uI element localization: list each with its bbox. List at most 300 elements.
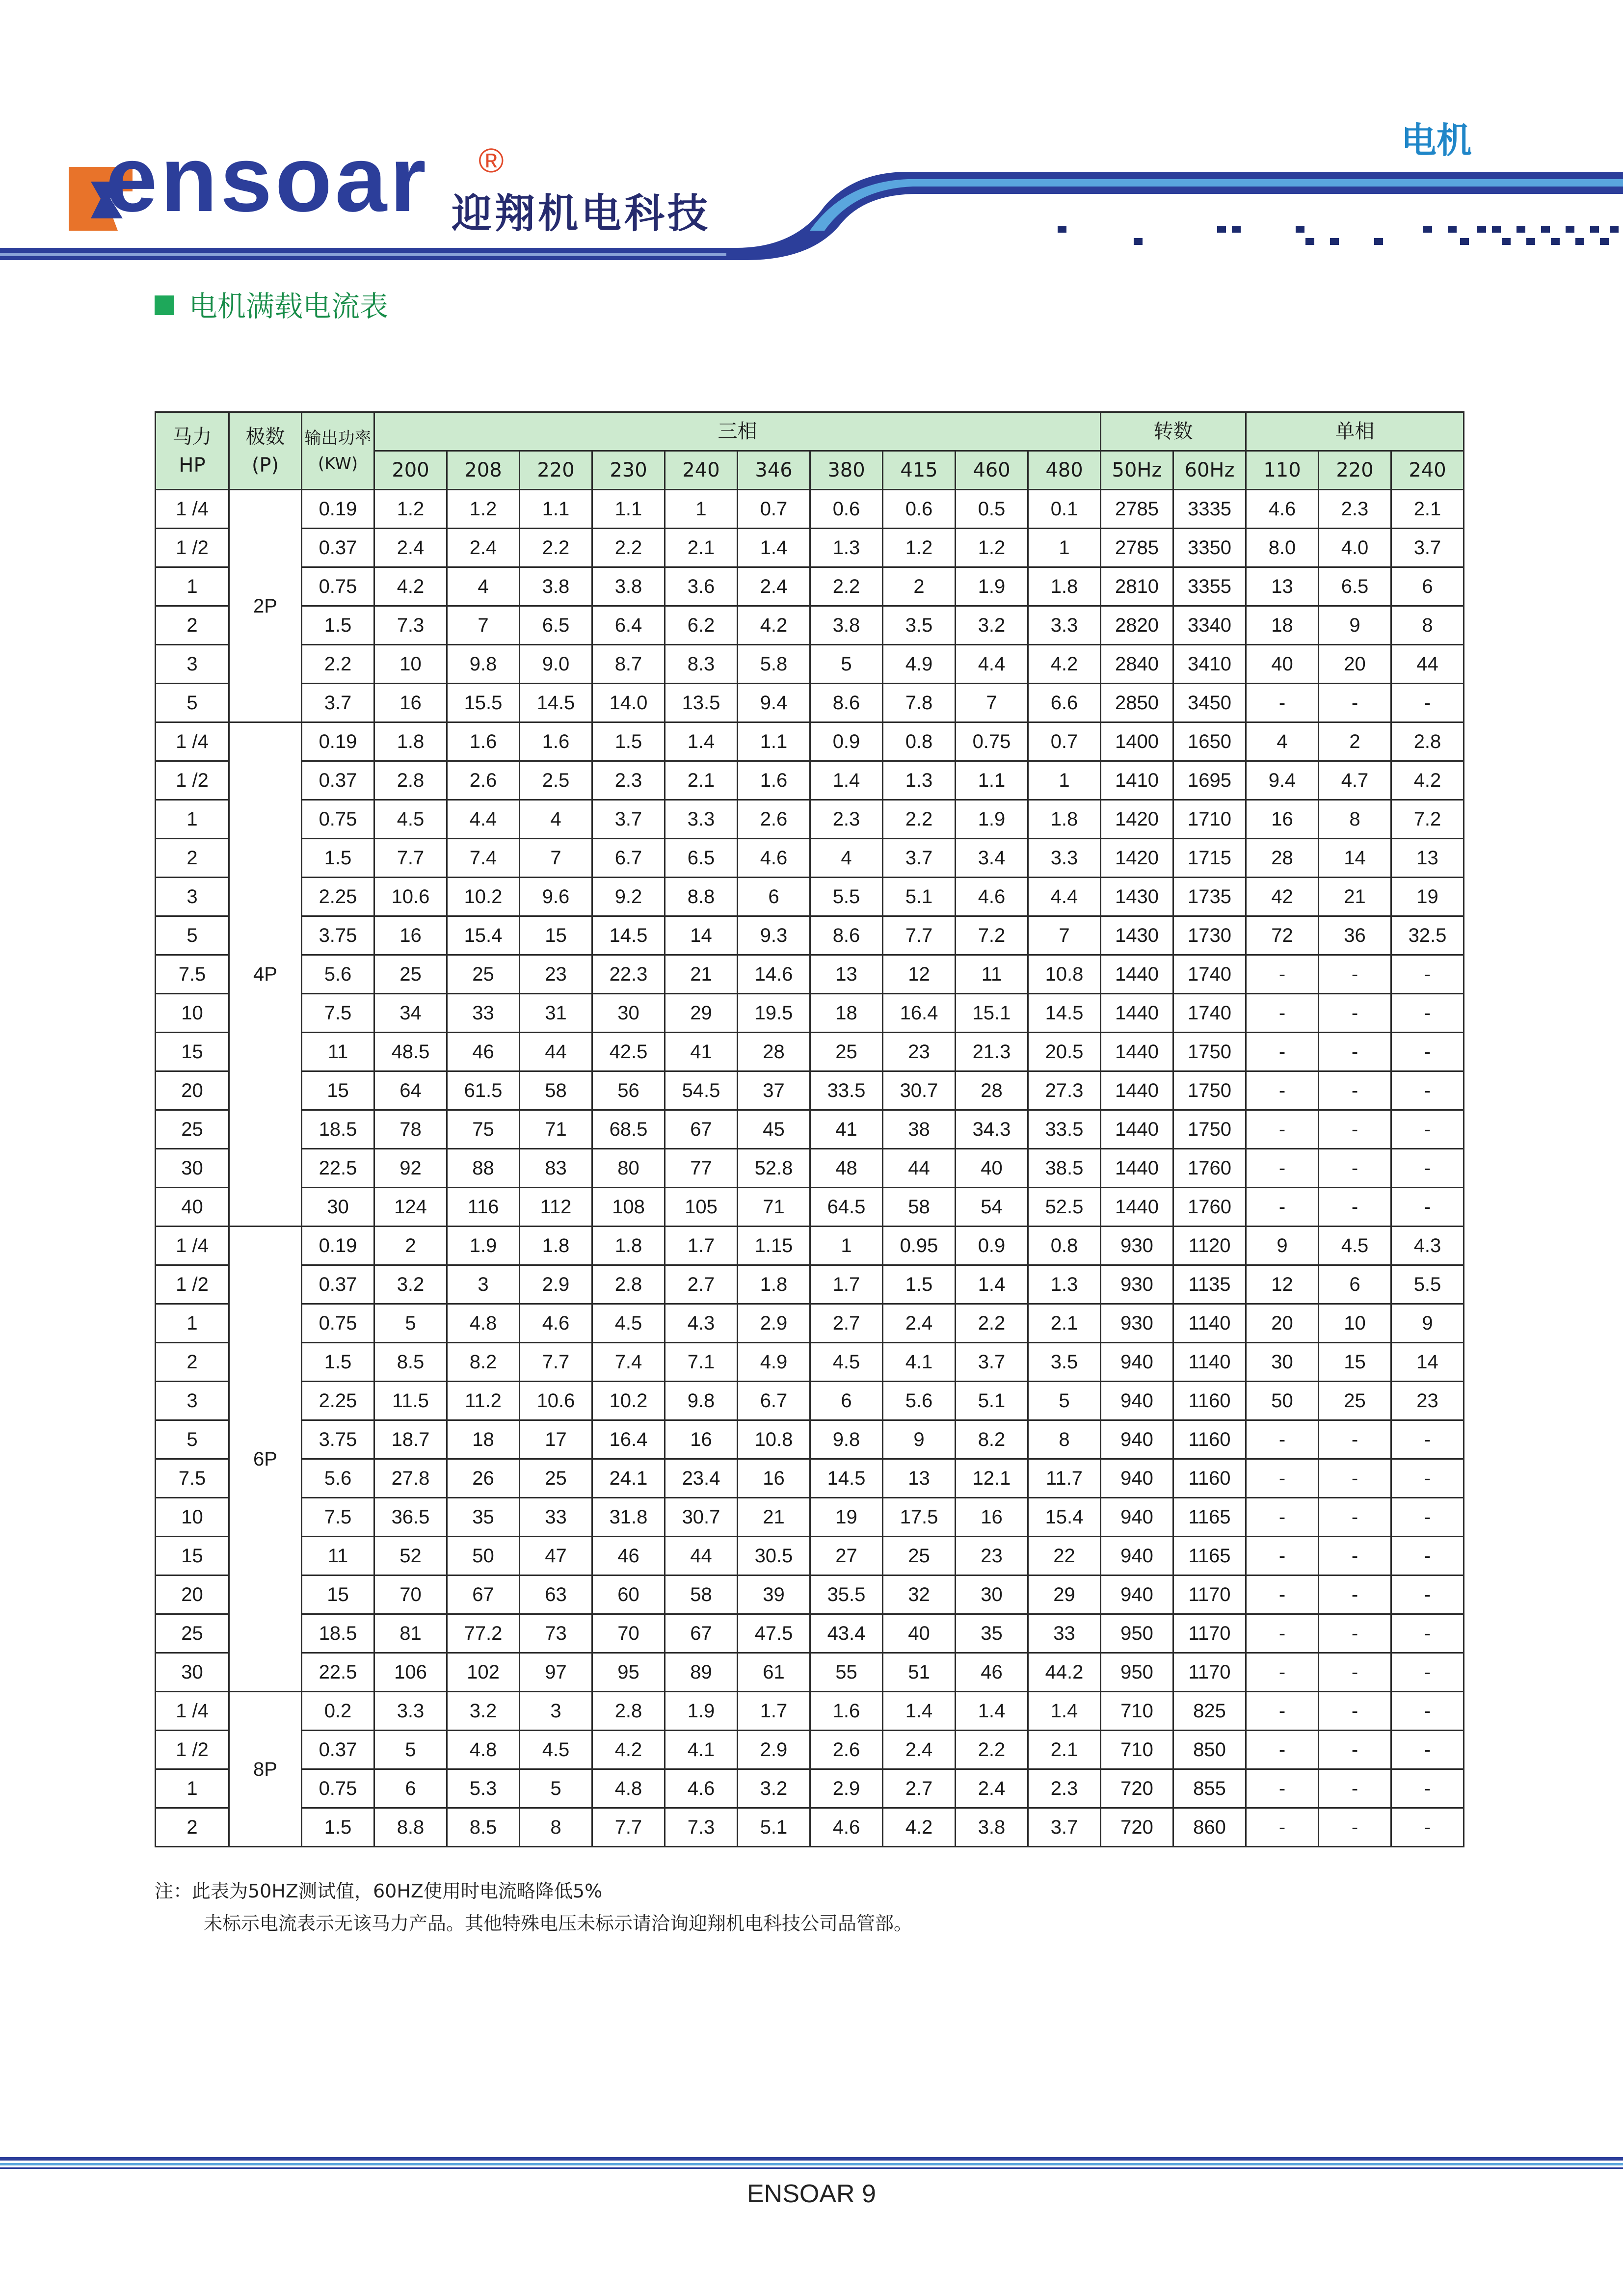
hp-cell: 10 <box>156 1498 229 1537</box>
value-cell: 2.8 <box>592 1265 665 1304</box>
table-row <box>156 1769 1464 1808</box>
hp-cell: 20 <box>156 1071 229 1110</box>
hp-cell: 40 <box>156 1188 229 1227</box>
hp-cell: 5 <box>156 684 229 722</box>
value-cell: 16 <box>665 1420 738 1459</box>
kw-cell: 1.5 <box>302 839 374 878</box>
value-cell: 3 <box>520 1692 592 1731</box>
kw-cell: 1.5 <box>302 1808 374 1847</box>
value-cell: 2.3 <box>1028 1769 1101 1808</box>
value-cell: 0.5 <box>956 490 1028 529</box>
value-cell: 33.5 <box>810 1071 883 1110</box>
value-cell: 1.8 <box>520 1227 592 1265</box>
value-cell: 116 <box>447 1188 520 1227</box>
value-cell: 4.4 <box>956 645 1028 684</box>
table-row <box>156 490 1464 529</box>
value-cell: 1.1 <box>738 722 810 761</box>
table-row <box>156 1653 1464 1692</box>
value-cell: 930 <box>1101 1304 1173 1343</box>
value-cell: 1410 <box>1101 761 1173 800</box>
value-cell: 1750 <box>1173 1033 1246 1071</box>
value-cell: - <box>1319 1614 1391 1653</box>
value-cell: 710 <box>1101 1692 1173 1731</box>
value-cell: 8.5 <box>447 1808 520 1847</box>
value-cell: 10.2 <box>592 1382 665 1420</box>
value-cell: 1120 <box>1173 1227 1246 1265</box>
value-cell: 1.8 <box>1028 800 1101 839</box>
value-cell: 3.5 <box>883 606 956 645</box>
value-cell: 8 <box>1028 1420 1101 1459</box>
value-cell: 1170 <box>1173 1653 1246 1692</box>
value-cell: 42 <box>1246 878 1319 916</box>
value-cell: 45 <box>738 1110 810 1149</box>
hp-cell: 15 <box>156 1537 229 1575</box>
value-cell: 1740 <box>1173 955 1246 994</box>
value-cell: 1.7 <box>810 1265 883 1304</box>
value-cell: - <box>1391 1110 1464 1149</box>
value-cell: 28 <box>1246 839 1319 878</box>
value-cell: 51 <box>883 1653 956 1692</box>
value-cell: 28 <box>956 1071 1028 1110</box>
logo-wordmark: ensoar <box>106 127 429 231</box>
value-cell: 27.8 <box>374 1459 447 1498</box>
value-cell: 2.2 <box>520 529 592 567</box>
value-cell: 0.9 <box>810 722 883 761</box>
value-cell: 940 <box>1101 1420 1173 1459</box>
section-title <box>155 290 389 323</box>
value-cell: 3.2 <box>447 1692 520 1731</box>
value-cell: 9.6 <box>520 878 592 916</box>
hp-cell: 1 /2 <box>156 529 229 567</box>
value-cell: 1440 <box>1101 955 1173 994</box>
value-cell: 61 <box>738 1653 810 1692</box>
value-cell: 9.8 <box>447 645 520 684</box>
value-cell: 9.4 <box>1246 761 1319 800</box>
value-cell: 1710 <box>1173 800 1246 839</box>
value-cell: 44 <box>1391 645 1464 684</box>
value-cell: 2 <box>883 567 956 606</box>
value-cell: 20 <box>1246 1304 1319 1343</box>
value-cell: 72 <box>1246 916 1319 955</box>
kw-cell: 18.5 <box>302 1110 374 1149</box>
value-cell: 7.4 <box>447 839 520 878</box>
value-cell: 4.9 <box>883 645 956 684</box>
value-cell: 1.6 <box>810 1692 883 1731</box>
table-row <box>156 1071 1464 1110</box>
hp-cell: 2 <box>156 839 229 878</box>
voltage-header: 480 <box>1028 451 1101 490</box>
value-cell: 70 <box>592 1614 665 1653</box>
value-cell: 106 <box>374 1653 447 1692</box>
value-cell: 6.4 <box>592 606 665 645</box>
value-cell: 2 <box>374 1227 447 1265</box>
value-cell: 67 <box>447 1575 520 1614</box>
value-cell: 1650 <box>1173 722 1246 761</box>
value-cell: 7.3 <box>374 606 447 645</box>
hp-cell: 1 <box>156 567 229 606</box>
kw-cell: 2.2 <box>302 645 374 684</box>
value-cell: - <box>1246 1498 1319 1537</box>
value-cell: 1.9 <box>956 567 1028 606</box>
value-cell: 27.3 <box>1028 1071 1101 1110</box>
value-cell: 1.4 <box>738 529 810 567</box>
value-cell: 30.7 <box>883 1071 956 1110</box>
value-cell: 10.6 <box>520 1382 592 1420</box>
value-cell: 27 <box>810 1537 883 1575</box>
value-cell: 10 <box>374 645 447 684</box>
value-cell: 5 <box>1028 1382 1101 1420</box>
value-cell: 15.4 <box>1028 1498 1101 1537</box>
kw-cell: 0.75 <box>302 1769 374 1808</box>
value-cell: 1750 <box>1173 1071 1246 1110</box>
value-cell: 4.6 <box>520 1304 592 1343</box>
table-row <box>156 916 1464 955</box>
value-cell: 1760 <box>1173 1188 1246 1227</box>
value-cell: 3.2 <box>738 1769 810 1808</box>
value-cell: 80 <box>592 1149 665 1188</box>
value-cell: 4.2 <box>883 1808 956 1847</box>
value-cell: 2 <box>1319 722 1391 761</box>
value-cell: 21 <box>665 955 738 994</box>
value-cell: 70 <box>374 1575 447 1614</box>
value-cell: 31.8 <box>592 1498 665 1537</box>
hp-cell: 2 <box>156 1808 229 1847</box>
value-cell: - <box>1319 1071 1391 1110</box>
value-cell: 3.3 <box>665 800 738 839</box>
value-cell: 64 <box>374 1071 447 1110</box>
value-cell: 1.9 <box>447 1227 520 1265</box>
value-cell: 7.7 <box>520 1343 592 1382</box>
value-cell: 58 <box>665 1575 738 1614</box>
value-cell: - <box>1319 1692 1391 1731</box>
value-cell: 25 <box>883 1537 956 1575</box>
value-cell: 88 <box>447 1149 520 1188</box>
value-cell: 14.5 <box>810 1459 883 1498</box>
value-cell: 2.5 <box>520 761 592 800</box>
value-cell: 3.8 <box>592 567 665 606</box>
value-cell: 4.2 <box>738 606 810 645</box>
value-cell: 17.5 <box>883 1498 956 1537</box>
value-cell: 11.7 <box>1028 1459 1101 1498</box>
table-header <box>156 412 1464 490</box>
value-cell: 1.4 <box>956 1265 1028 1304</box>
table-row <box>156 1110 1464 1149</box>
value-cell: 75 <box>447 1110 520 1149</box>
value-cell: 2.2 <box>956 1304 1028 1343</box>
value-cell: 3.8 <box>520 567 592 606</box>
value-cell: - <box>1391 1459 1464 1498</box>
value-cell: - <box>1246 1808 1319 1847</box>
value-cell: 3.5 <box>1028 1343 1101 1382</box>
value-cell: 0.75 <box>956 722 1028 761</box>
value-cell: 21.3 <box>956 1033 1028 1071</box>
value-cell: 29 <box>1028 1575 1101 1614</box>
value-cell: 33.5 <box>1028 1110 1101 1149</box>
hp-cell: 1 /4 <box>156 1692 229 1731</box>
value-cell: 16 <box>956 1498 1028 1537</box>
value-cell: 18 <box>447 1420 520 1459</box>
value-cell: 4.6 <box>738 839 810 878</box>
value-cell: 7 <box>447 606 520 645</box>
value-cell: 33 <box>447 994 520 1033</box>
value-cell: 7.3 <box>665 1808 738 1847</box>
value-cell: 7.7 <box>592 1808 665 1847</box>
value-cell: 73 <box>520 1614 592 1653</box>
kw-cell: 22.5 <box>302 1149 374 1188</box>
value-cell: 25 <box>374 955 447 994</box>
kw-cell: 2.25 <box>302 1382 374 1420</box>
value-cell: 1695 <box>1173 761 1246 800</box>
value-cell: 2.4 <box>374 529 447 567</box>
kw-cell: 15 <box>302 1575 374 1614</box>
value-cell: - <box>1391 1033 1464 1071</box>
table-row <box>156 1614 1464 1653</box>
hp-cell: 15 <box>156 1033 229 1071</box>
value-cell: 1.7 <box>665 1227 738 1265</box>
value-cell: 2.1 <box>1391 490 1464 529</box>
value-cell: 32.5 <box>1391 916 1464 955</box>
value-cell: 9 <box>883 1420 956 1459</box>
value-cell: 6.7 <box>738 1382 810 1420</box>
value-cell: 9 <box>1391 1304 1464 1343</box>
value-cell: 7.4 <box>592 1343 665 1382</box>
value-cell: 39 <box>738 1575 810 1614</box>
value-cell: 14 <box>665 916 738 955</box>
value-cell: 16.4 <box>883 994 956 1033</box>
value-cell: 1420 <box>1101 800 1173 839</box>
value-cell: 3.6 <box>665 567 738 606</box>
value-cell: - <box>1391 994 1464 1033</box>
value-cell: 9.8 <box>810 1420 883 1459</box>
value-cell: 1.4 <box>810 761 883 800</box>
value-cell: 6 <box>1319 1265 1391 1304</box>
value-cell: 1 <box>1028 529 1101 567</box>
page-header <box>0 0 1623 275</box>
kw-cell: 0.37 <box>302 761 374 800</box>
value-cell: 16.4 <box>592 1420 665 1459</box>
hp-cell: 1 /4 <box>156 722 229 761</box>
value-cell: 34 <box>374 994 447 1033</box>
value-cell: 50 <box>1246 1382 1319 1420</box>
value-cell: 4.2 <box>1391 761 1464 800</box>
table-row <box>156 839 1464 878</box>
value-cell: 35 <box>447 1498 520 1537</box>
value-cell: 1.3 <box>1028 1265 1101 1304</box>
value-cell: 30.7 <box>665 1498 738 1537</box>
value-cell: 4 <box>520 800 592 839</box>
value-cell: 67 <box>665 1614 738 1653</box>
kw-cell: 3.75 <box>302 916 374 955</box>
value-cell: 33 <box>1028 1614 1101 1653</box>
table-row <box>156 1227 1464 1265</box>
value-cell: 1135 <box>1173 1265 1246 1304</box>
kw-cell: 5.6 <box>302 955 374 994</box>
value-cell: 940 <box>1101 1537 1173 1575</box>
kw-cell: 1.5 <box>302 1343 374 1382</box>
value-cell: 54.5 <box>665 1071 738 1110</box>
value-cell: 23 <box>883 1033 956 1071</box>
value-cell: 78 <box>374 1110 447 1149</box>
value-cell: 55 <box>810 1653 883 1692</box>
value-cell: - <box>1319 1769 1391 1808</box>
table-body <box>156 490 1464 1847</box>
value-cell: 850 <box>1173 1731 1246 1769</box>
value-cell: 44 <box>520 1033 592 1071</box>
table-row <box>156 567 1464 606</box>
value-cell: 48 <box>810 1149 883 1188</box>
value-cell: 14.5 <box>1028 994 1101 1033</box>
value-cell: 2.8 <box>1391 722 1464 761</box>
hp-cell: 5 <box>156 1420 229 1459</box>
value-cell: 0.1 <box>1028 490 1101 529</box>
value-cell: 41 <box>665 1033 738 1071</box>
value-cell: 7 <box>956 684 1028 722</box>
value-cell: 40 <box>883 1614 956 1653</box>
value-cell: 0.95 <box>883 1227 956 1265</box>
table-row <box>156 1537 1464 1575</box>
voltage-header: 415 <box>883 451 956 490</box>
value-cell: 37 <box>738 1071 810 1110</box>
value-cell: 63 <box>520 1575 592 1614</box>
value-cell: 1440 <box>1101 994 1173 1033</box>
value-cell: 825 <box>1173 1692 1246 1731</box>
value-cell: 940 <box>1101 1575 1173 1614</box>
table-row <box>156 684 1464 722</box>
value-cell: 8.7 <box>592 645 665 684</box>
value-cell: 4.6 <box>1246 490 1319 529</box>
value-cell: 1 <box>810 1227 883 1265</box>
value-cell: 2.4 <box>738 567 810 606</box>
value-cell: 7 <box>520 839 592 878</box>
kw-cell: 15 <box>302 1071 374 1110</box>
value-cell: - <box>1246 1537 1319 1575</box>
value-cell: 15 <box>520 916 592 955</box>
table-row <box>156 1808 1464 1847</box>
kw-cell: 0.19 <box>302 1227 374 1265</box>
value-cell: 0.6 <box>810 490 883 529</box>
value-cell: 47 <box>520 1537 592 1575</box>
voltage-header: 346 <box>738 451 810 490</box>
value-cell: 1.5 <box>883 1265 956 1304</box>
value-cell: 1440 <box>1101 1071 1173 1110</box>
value-cell: 34.3 <box>956 1110 1028 1149</box>
value-cell: 14.0 <box>592 684 665 722</box>
value-cell: 7.2 <box>1391 800 1464 839</box>
kw-cell: 0.19 <box>302 490 374 529</box>
table-row <box>156 1149 1464 1188</box>
value-cell: - <box>1319 1420 1391 1459</box>
value-cell: 67 <box>665 1110 738 1149</box>
value-cell: 25 <box>447 955 520 994</box>
value-cell: 25 <box>810 1033 883 1071</box>
kw-cell: 7.5 <box>302 1498 374 1537</box>
value-cell: 17 <box>520 1420 592 1459</box>
value-cell: - <box>1391 955 1464 994</box>
value-cell: 1.8 <box>374 722 447 761</box>
value-cell: 1440 <box>1101 1188 1173 1227</box>
value-cell: - <box>1319 1033 1391 1071</box>
value-cell: 50 <box>447 1537 520 1575</box>
value-cell: - <box>1246 1420 1319 1459</box>
value-cell: 4.1 <box>665 1731 738 1769</box>
value-cell: 108 <box>592 1188 665 1227</box>
single-phase-header: 单相 <box>1246 412 1464 451</box>
value-cell: - <box>1319 1575 1391 1614</box>
hp-cell: 30 <box>156 1653 229 1692</box>
value-cell: 4 <box>1246 722 1319 761</box>
value-cell: 11.5 <box>374 1382 447 1420</box>
value-cell: 2.6 <box>810 1731 883 1769</box>
value-cell: - <box>1246 684 1319 722</box>
value-cell: 1440 <box>1101 1033 1173 1071</box>
value-cell: 3.8 <box>956 1808 1028 1847</box>
value-cell: 4.4 <box>1028 878 1101 916</box>
hp-cell: 3 <box>156 645 229 684</box>
value-cell: 5 <box>810 645 883 684</box>
value-cell: - <box>1391 1653 1464 1692</box>
value-cell: 6 <box>1391 567 1464 606</box>
table-row <box>156 1343 1464 1382</box>
value-cell: - <box>1391 1769 1464 1808</box>
value-cell: 1440 <box>1101 1110 1173 1149</box>
value-cell: 1160 <box>1173 1420 1246 1459</box>
value-cell: 1715 <box>1173 839 1246 878</box>
value-cell: 940 <box>1101 1382 1173 1420</box>
value-cell: 25 <box>520 1459 592 1498</box>
value-cell: - <box>1246 955 1319 994</box>
value-cell: 13.5 <box>665 684 738 722</box>
value-cell: 720 <box>1101 1769 1173 1808</box>
value-cell: 68.5 <box>592 1110 665 1149</box>
value-cell: 950 <box>1101 1653 1173 1692</box>
value-cell: 5.1 <box>883 878 956 916</box>
value-cell: 1.1 <box>592 490 665 529</box>
value-cell: 1 <box>665 490 738 529</box>
hp-cell: 2 <box>156 606 229 645</box>
value-cell: 4.3 <box>1391 1227 1464 1265</box>
kw-cell: 3.7 <box>302 684 374 722</box>
value-cell: 28 <box>738 1033 810 1071</box>
value-cell: 61.5 <box>447 1071 520 1110</box>
value-cell: 7.1 <box>665 1343 738 1382</box>
value-cell: 36 <box>1319 916 1391 955</box>
value-cell: 6.7 <box>592 839 665 878</box>
value-cell: 3.3 <box>1028 606 1101 645</box>
value-cell: 38 <box>883 1110 956 1149</box>
value-cell: 2.9 <box>738 1731 810 1769</box>
value-cell: 8.5 <box>374 1343 447 1382</box>
value-cell: - <box>1319 1110 1391 1149</box>
value-cell: - <box>1391 1575 1464 1614</box>
value-cell: 40 <box>1246 645 1319 684</box>
value-cell: 43.4 <box>810 1614 883 1653</box>
value-cell: 18 <box>810 994 883 1033</box>
square-bullet-icon <box>155 295 174 315</box>
value-cell: 64.5 <box>810 1188 883 1227</box>
value-cell: - <box>1319 1653 1391 1692</box>
value-cell: 1.9 <box>665 1692 738 1731</box>
value-cell: 38.5 <box>1028 1149 1101 1188</box>
value-cell: 7 <box>1028 916 1101 955</box>
value-cell: - <box>1391 1692 1464 1731</box>
hp-cell: 25 <box>156 1614 229 1653</box>
kw-cell: 0.37 <box>302 529 374 567</box>
value-cell: 13 <box>1391 839 1464 878</box>
value-cell: 2.2 <box>883 800 956 839</box>
value-cell: 124 <box>374 1188 447 1227</box>
value-cell: 2.7 <box>665 1265 738 1304</box>
single-voltage-header: 240 <box>1391 451 1464 490</box>
